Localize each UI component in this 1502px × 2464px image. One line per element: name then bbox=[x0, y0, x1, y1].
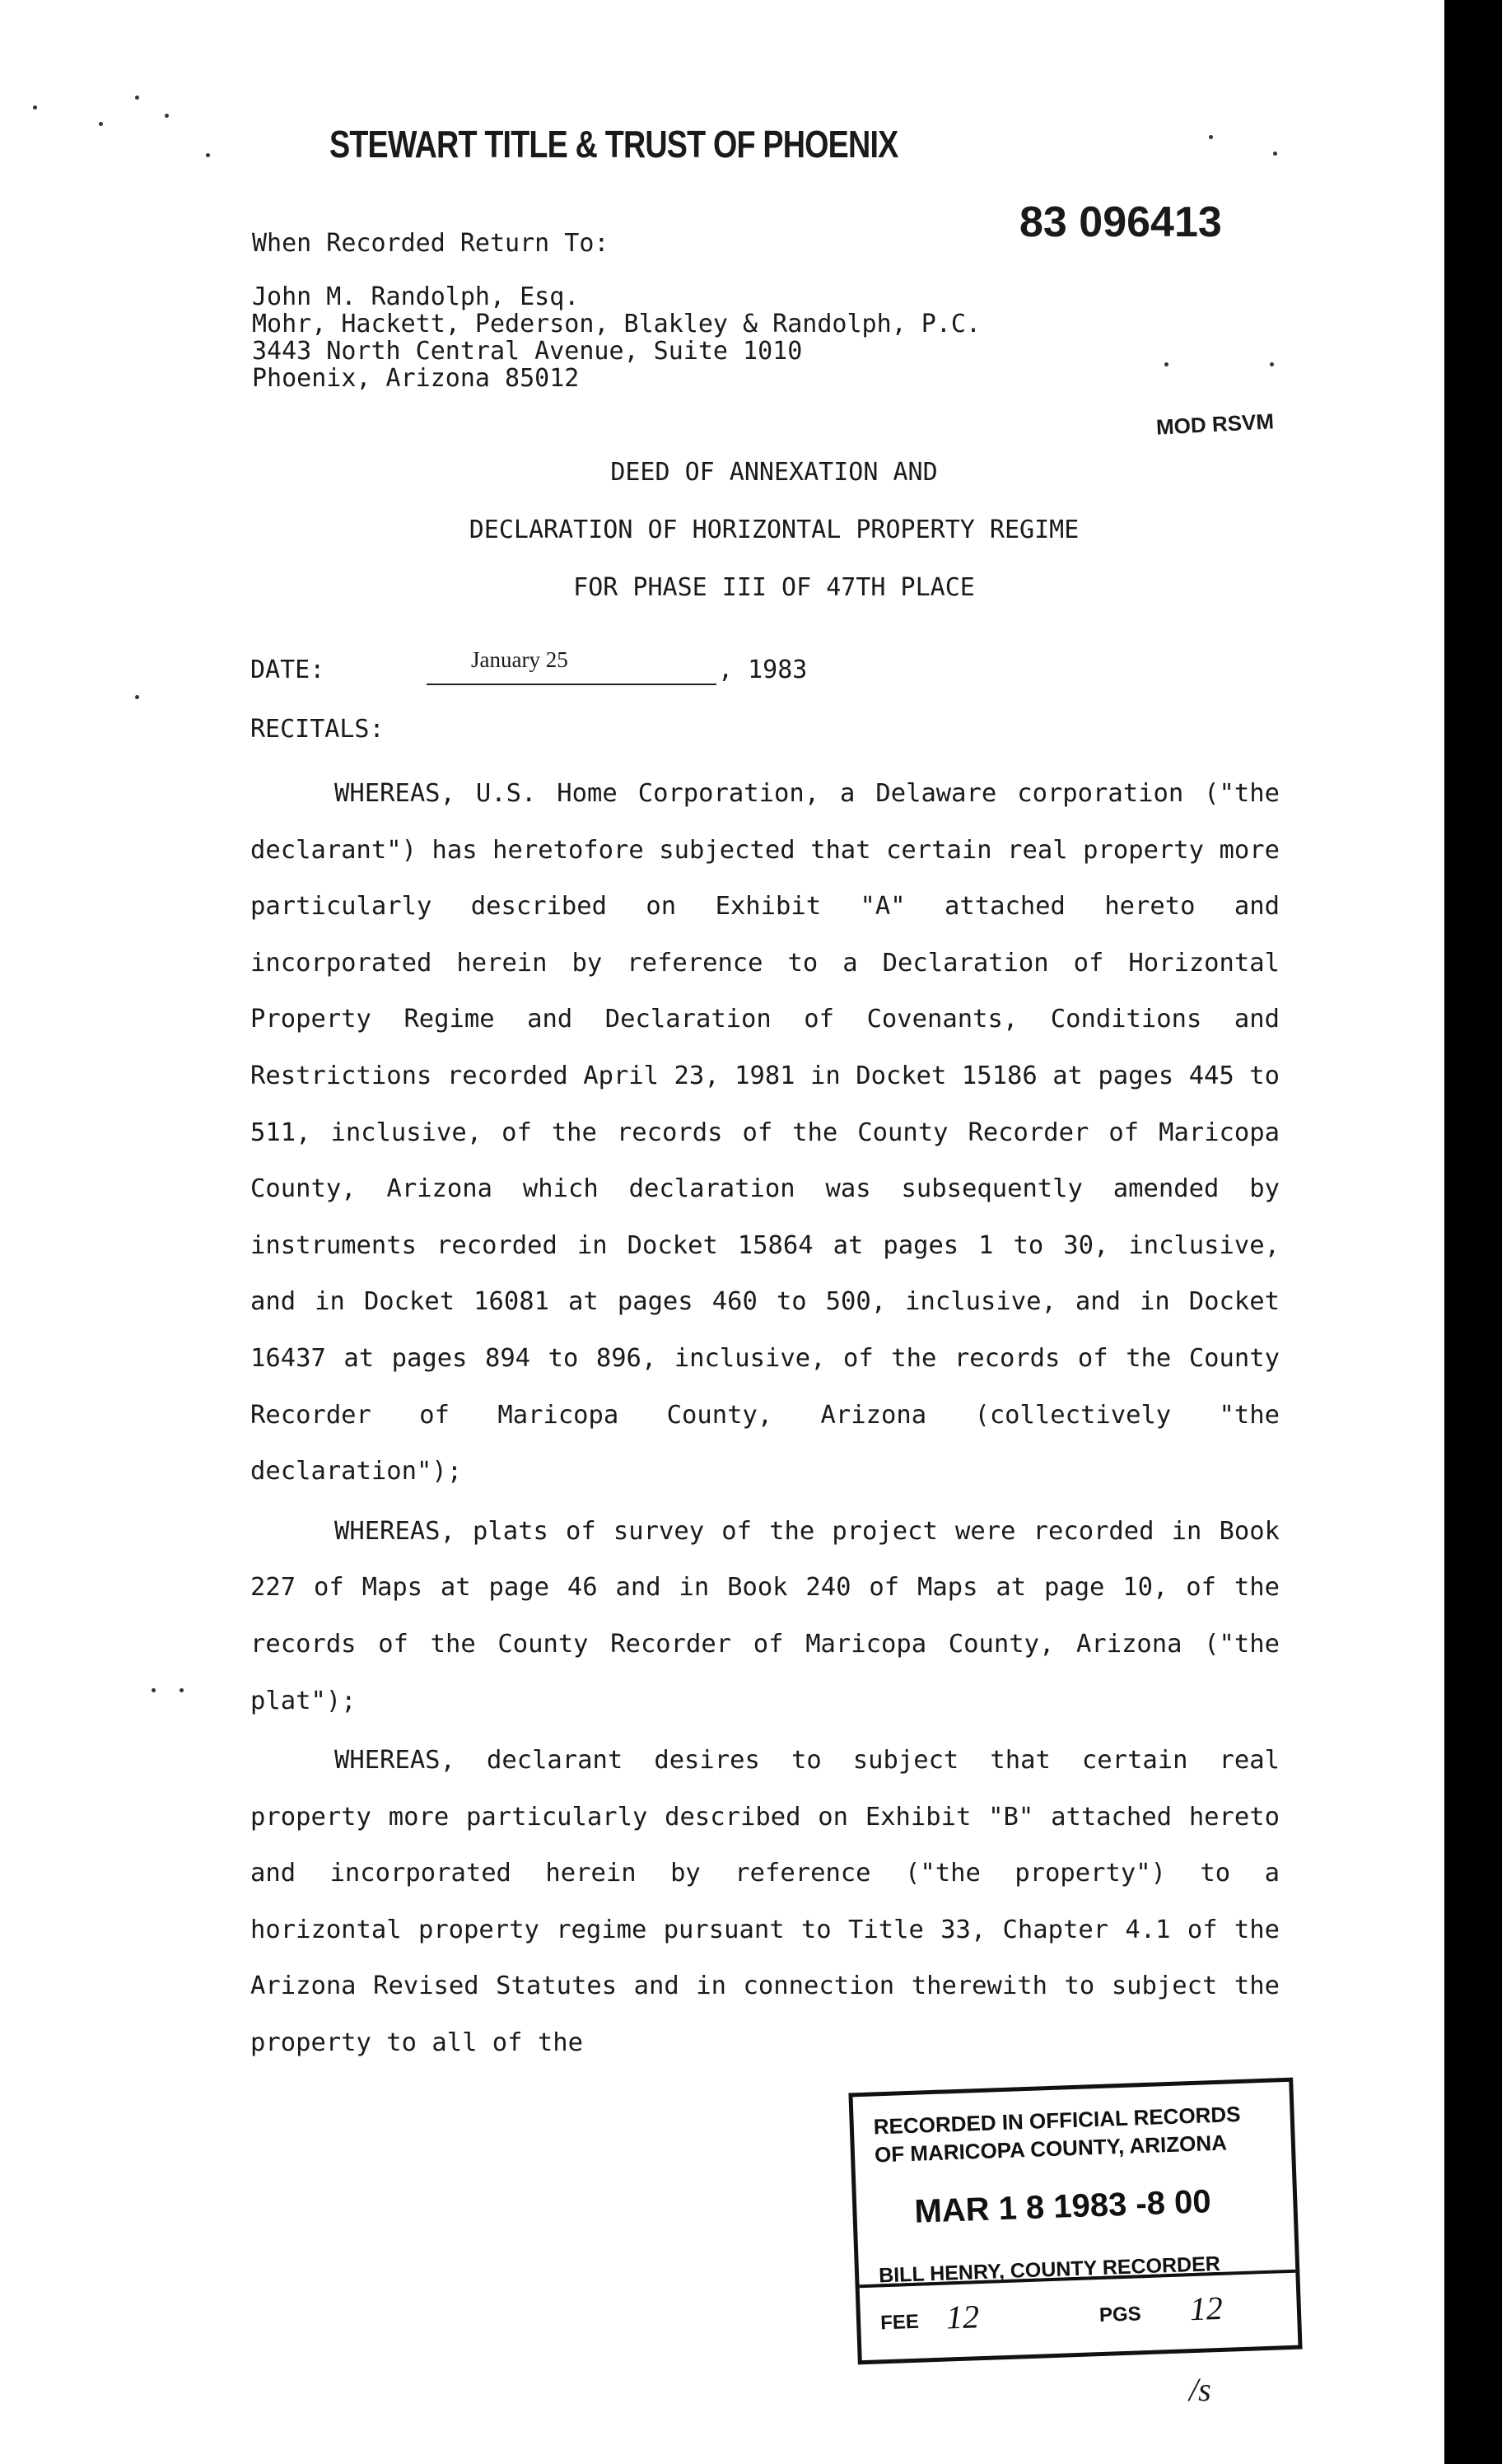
scan-speck bbox=[180, 1688, 184, 1692]
stamp-fee-value: 12 bbox=[945, 2298, 980, 2336]
stamp-pages-value: 12 bbox=[1189, 2289, 1224, 2328]
stamp-date-time: MAR 1 8 1983 -8 00 bbox=[913, 2183, 1212, 2230]
date-label: DATE: bbox=[250, 656, 325, 684]
address-line: John M. Randolph, Esq. bbox=[252, 282, 580, 311]
stamp-fee-label: FEE bbox=[879, 2310, 920, 2335]
return-to-label: When Recorded Return To: bbox=[252, 229, 609, 258]
date-year: , 1983 bbox=[718, 656, 808, 684]
mod-stamp: MOD RSVM bbox=[1155, 408, 1275, 440]
stamp-pages-label: PGS bbox=[1099, 2303, 1142, 2327]
address-line: Phoenix, Arizona 85012 bbox=[252, 364, 580, 393]
address-line: Mohr, Hackett, Pederson, Blakley & Randolph, P.C. bbox=[252, 310, 982, 338]
recording-stamp bbox=[848, 2078, 1302, 2365]
scan-speck bbox=[99, 122, 103, 126]
scan-speck bbox=[1209, 135, 1213, 139]
scan-speck bbox=[206, 153, 210, 157]
address-line: 3443 North Central Avenue, Suite 1010 bbox=[252, 337, 803, 366]
document-number: 83 096413 bbox=[1019, 198, 1222, 246]
recitals-body bbox=[250, 766, 1280, 2072]
scan-speck bbox=[1164, 362, 1168, 366]
company-header: STEWART TITLE & TRUST OF PHOENIX bbox=[329, 123, 898, 166]
scan-speck bbox=[1273, 152, 1277, 156]
scan-speck bbox=[33, 105, 37, 110]
return-address bbox=[252, 283, 981, 392]
scan-speck bbox=[152, 1688, 156, 1692]
document-title-line-2: DECLARATION OF HORIZONTAL PROPERTY REGIME bbox=[469, 516, 1080, 544]
scan-speck bbox=[165, 114, 169, 118]
scan-edge bbox=[1444, 0, 1502, 2464]
document-title-line-3: FOR PHASE III OF 47TH PLACE bbox=[573, 573, 975, 602]
document-title-line-1: DEED OF ANNEXATION AND bbox=[610, 458, 938, 487]
date-value: January 25 bbox=[471, 647, 568, 672]
recitals-heading: RECITALS: bbox=[250, 715, 385, 744]
stamp-recorder: BILL HENRY, COUNTY RECORDER bbox=[878, 2252, 1221, 2288]
stamp-line-1: RECORDED IN OFFICIAL RECORDS bbox=[873, 2101, 1241, 2140]
recital-paragraph: WHEREAS, plats of survey of the project were recorded in Book 227 of Maps at page 46 and in Book 240 of Maps at page 10, of the records of the County Recorder of Maricopa County, Arizona ("the plat"); bbox=[250, 1516, 1280, 1715]
scan-speck bbox=[135, 695, 139, 699]
recital-paragraph: WHEREAS, U.S. Home Corporation, a Delaware corporation ("the declarant") has heretofore subjected that certain real property more particularly described on Exhibit "A" attached hereto and incorporated herein by reference to a Declaration of Horizontal Property Regime and Declaration of Covenants, Conditions and Restrictions recorded April 23, 1981 in Docket 15186 at pages 445 to 511, inclusive, of the records of the County Recorder of Maricopa County, Arizona which declaration was subsequently amended by instruments recorded in Docket 15864 at pages 1 to 30, inclusive, and in Docket 16081 at pages 460 to 500, inclusive, and in Docket 16437 at pages 894 to 896, inclusive, of the records of the County Recorder of Maricopa County, Arizona (collectively "the declaration"); bbox=[250, 779, 1280, 1486]
scan-speck bbox=[1270, 362, 1274, 366]
handwritten-initials: /s bbox=[1189, 2371, 1211, 2408]
scan-speck bbox=[135, 96, 139, 100]
recital-paragraph: WHEREAS, declarant desires to subject that certain real property more particularly described on Exhibit "B" attached hereto and incorporated herein by reference ("the property") to a horizontal property regime pursuant to Title 33, Chapter 4.1 of the Arizona Revised Statutes and in connection therewith to subject the property to all of the bbox=[250, 1746, 1280, 2058]
date-underline bbox=[427, 684, 716, 685]
stamp-line-2: OF MARICOPA COUNTY, ARIZONA bbox=[874, 2130, 1228, 2168]
